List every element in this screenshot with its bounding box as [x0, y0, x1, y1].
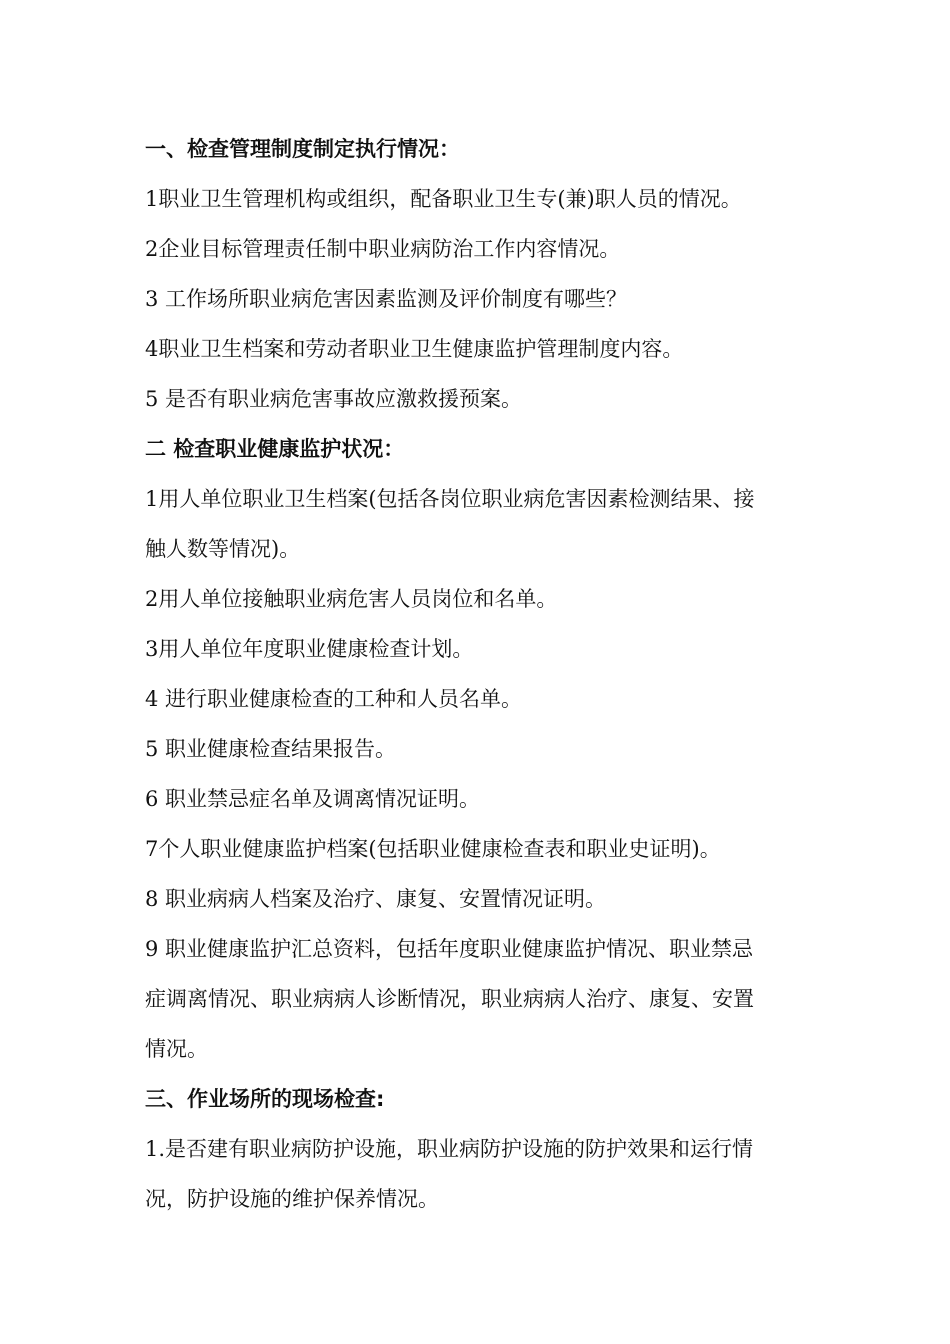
section-2-item-3: 3用人单位年度职业健康检查计划。 [145, 637, 474, 661]
section-2-item-7: 7个人职业健康监护档案(包括职业健康检查表和职业史证明)。 [145, 837, 721, 861]
section-1-item-2: 2企业目标管理责任制中职业病防治工作内容情况。 [145, 237, 621, 261]
section-1-item-3: 3 工作场所职业病危害因素监测及评价制度有哪些？ [145, 287, 628, 311]
section-3-heading: 三、作业场所的现场检查: [145, 1087, 385, 1111]
section-2-item-9-line-3: 情况。 [145, 1037, 208, 1061]
section-2-item-2: 2用人单位接触职业病危害人员岗位和名单。 [145, 587, 558, 611]
section-1-heading: 一、检查管理制度制定执行情况： [145, 137, 460, 161]
section-1-item-5: 5 是否有职业病危害事故应激救援预案。 [145, 387, 523, 411]
section-1-item-1: 1职业卫生管理机构或组织，配备职业卫生专(兼)职人员的情况。 [145, 187, 742, 211]
section-2-heading: 二 检查职业健康监护状况： [145, 437, 405, 461]
section-1-item-4: 4职业卫生档案和劳动者职业卫生健康监护管理制度内容。 [145, 337, 684, 361]
section-2-item-1-line-2: 触人数等情况)。 [145, 537, 301, 561]
section-2-item-1-line-1: 1用人单位职业卫生档案(包括各岗位职业病危害因素检测结果、接 [145, 487, 755, 511]
document-body [145, 124, 805, 1224]
section-2-item-6: 6 职业禁忌症名单及调离情况证明。 [145, 787, 481, 811]
section-3-item-1-line-2: 况，防护设施的维护保养情况。 [145, 1187, 439, 1211]
section-2-item-8: 8 职业病病人档案及治疗、康复、安置情况证明。 [145, 887, 607, 911]
section-2-item-9-line-1: 9 职业健康监护汇总资料，包括年度职业健康监护情况、职业禁忌 [145, 937, 754, 961]
section-3-item-1-line-1: 1.是否建有职业病防护设施，职业病防护设施的防护效果和运行情 [145, 1137, 754, 1161]
section-2-item-9-line-2: 症调离情况、职业病病人诊断情况，职业病病人治疗、康复、安置 [145, 987, 754, 1011]
section-2-item-5: 5 职业健康检查结果报告。 [145, 737, 397, 761]
section-2-item-4: 4 进行职业健康检查的工种和人员名单。 [145, 687, 523, 711]
